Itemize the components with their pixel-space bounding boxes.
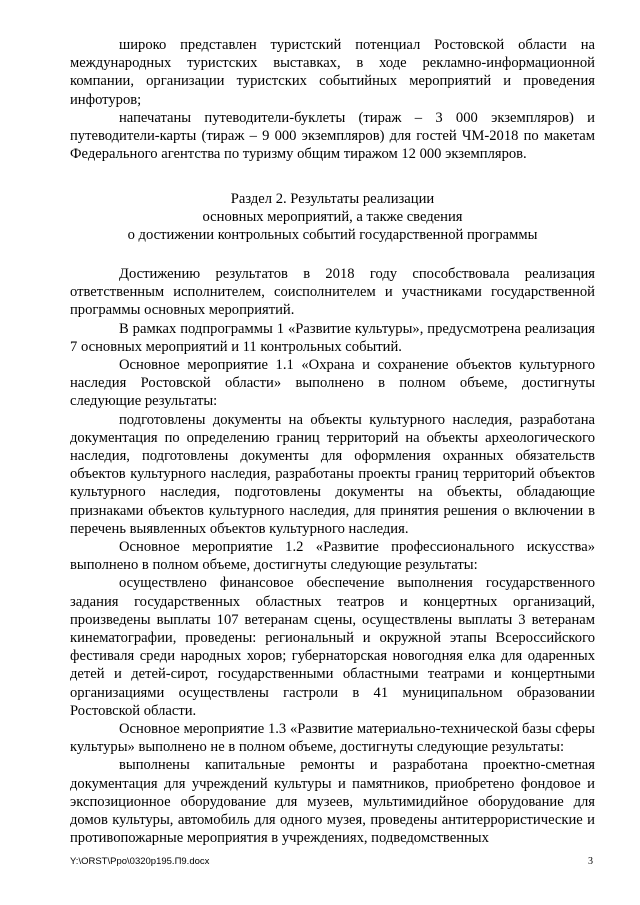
section-heading-line: основных мероприятий, а также сведения xyxy=(202,209,463,226)
section-heading-line: Раздел 2. Результаты реализации xyxy=(230,191,435,207)
paragraph: Основное мероприятие 1.3 «Развитие материально-технической базы сферы культуры» выполнено не в полном объеме, достигнуты следующие результаты: xyxy=(70,721,595,756)
paragraph: осуществлено финансовое обеспечение выполнения государственного задания государственных областных театров и концертных организаций, произведены выплаты 107 ветеранам сцены, осуществлены выплаты 3 ветеранам кинематографии, проведены: региональный и окружной этапы Всероссийского фестиваля среди народных хоров; губернаторская новогодняя елка для одаренных детей и детей-сирот, государственными областными театрами и концертными организациями осуществлены гастроли в 41 муниципальном образовании Ростовской области. xyxy=(70,575,595,719)
section-heading-line: о достижении контрольных событий государственной программы xyxy=(127,227,538,244)
page-number: 3 xyxy=(588,856,593,867)
paragraph: выполнены капитальные ремонты и разработана проектно-сметная документация для учреждений культуры и памятников, приобретено фондовое и экспозиционное оборудование для музеев, мультимидийное оборудование для домов культуры, автомобиль для одного музея, проведены антитеррористические и противопожарные мероприятия в учреждениях, подведомственных xyxy=(70,757,595,847)
continued-text-block xyxy=(70,36,595,163)
footer-file-path: Y:\ORST\Ppo\0320p195.П9.docx xyxy=(70,856,210,867)
section-body xyxy=(70,265,595,848)
paragraph: подготовлены документы на объекты культурного наследия, разработана документация по определению границ территорий на объекты археологического наследия, подготовлены документы для оформления охранных обязательств объектов культурного наследия, разработаны проекты границ территорий объектов культурного наследия, подготовлены документы на объекты, обладающие признаками объектов культурного наследия, для принятия решения о включении в перечень выявленных объектов культурного наследия. xyxy=(70,411,595,537)
section-heading xyxy=(70,190,595,245)
paragraph: В рамках подпрограммы 1 «Развитие культуры», предусмотрена реализация 7 основных мероприятий и 11 контрольных событий. xyxy=(70,320,595,355)
paragraph: Основное мероприятие 1.1 «Охрана и сохранение объектов культурного наследия Ростовской области» выполнено в полном объеме, достигнуты следующие результаты: xyxy=(70,357,595,410)
paragraph: напечатаны путеводители-буклеты (тираж – 3 000 экземпляров) и путеводители-карты (тираж – 9 000 экземпляров) для гостей ЧМ-2018 по макетам Федерального агентства по туризму общим тиражом 12 000 экземпляров. xyxy=(70,109,595,163)
paragraph: широко представлен туристский потенциал Ростовской области на международных туристских выставках, в ходе рекламно-информационной компании, организации туристских событийных мероприятий и проведения инфотуров; xyxy=(70,37,595,108)
paragraph: Основное мероприятие 1.2 «Развитие профессионального искусства» выполнено в полном объеме, достигнуты следующие результаты: xyxy=(70,539,595,574)
paragraph: Достижению результатов в 2018 году способствовала реализация ответственным исполнителем, соисполнителем и участниками государственной программы основных мероприятий. xyxy=(70,266,595,319)
